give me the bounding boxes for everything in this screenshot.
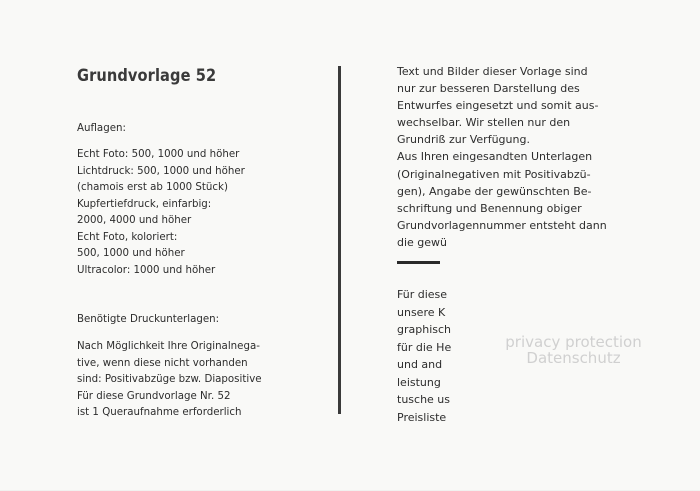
auflagen-line: (chamois erst ab 1000 Stück) [77,180,228,193]
druckunterlagen-list [77,338,262,421]
clipped-text-line: für die He [397,340,451,354]
druckunterlagen-line: Für diese Grundvorlage Nr. 52 [77,388,231,402]
auflagen-line: Echt Foto, koloriert: [77,229,178,243]
auflagen-heading: Auflagen: [77,121,126,134]
right-text-line: Entwurfes eingesetzt und somit aus- [397,99,599,113]
auflagen-line: Ultracolor: 1000 und höher [77,262,216,276]
druckunterlagen-line: ist 1 Queraufnahme erforderlich [77,405,242,418]
watermark-line: Datenschutz [526,349,621,367]
page-title: Grundvorlage 52 [77,66,217,86]
watermark-line: privacy protection [505,333,642,351]
right-text-line: Grundriß zur Verfügung. [397,133,530,147]
right-text-line: gen), Angabe der gewünschten Be- [397,184,592,198]
clipped-text-line: unsere K [397,305,446,319]
clipped-text-line: leistung [397,375,441,389]
right-text-line: schriftung und Benennung obiger [397,201,582,215]
clipped-text-line: und and [397,358,443,371]
right-text-line: die gewü [397,235,448,249]
druckunterlagen-line: tive, wenn diese nicht vorhanden [77,355,248,369]
druckunterlagen-heading: Benötigte Druckunterlagen: [77,312,220,325]
auflagen-list [77,146,245,278]
clipped-text-line: tusche us [397,393,451,406]
clipped-text-line: Für diese [397,288,448,301]
vertical-divider [338,66,341,414]
auflagen-line: 500, 1000 und höher [77,246,185,259]
right-text-line: Text und Bilder dieser Vorlage sind [397,65,588,78]
druckunterlagen-line: Nach Möglichkeit Ihre Originalnega- [77,339,260,352]
right-text-line: wechselbar. Wir stellen nur den [397,116,571,130]
right-text-line: nur zur besseren Darstellung des [397,82,580,96]
right-text-line: Aus Ihren eingesandten Unterlagen [397,150,593,164]
auflagen-line: Lichtdruck: 500, 1000 und höher [77,163,245,177]
auflagen-line: Echt Foto: 500, 1000 und höher [77,147,240,160]
clipped-text-line: Preisliste [397,410,447,424]
right-info-text [397,63,616,251]
clipped-text-line: graphisch [397,323,451,336]
auflagen-line: 2000, 4000 und höher [77,213,192,226]
right-clipped-text [397,286,451,426]
privacy-watermark [499,334,648,366]
right-text-line: Grundvorlagennummer entsteht dann [397,218,607,232]
horizontal-divider [397,261,440,264]
right-text-line: (Originalnegativen mit Positivabzü- [397,167,591,181]
auflagen-line: Kupfertiefdruck, einfarbig: [77,196,212,210]
druckunterlagen-line: sind: Positivabzüge bzw. Diapositive [77,372,262,385]
